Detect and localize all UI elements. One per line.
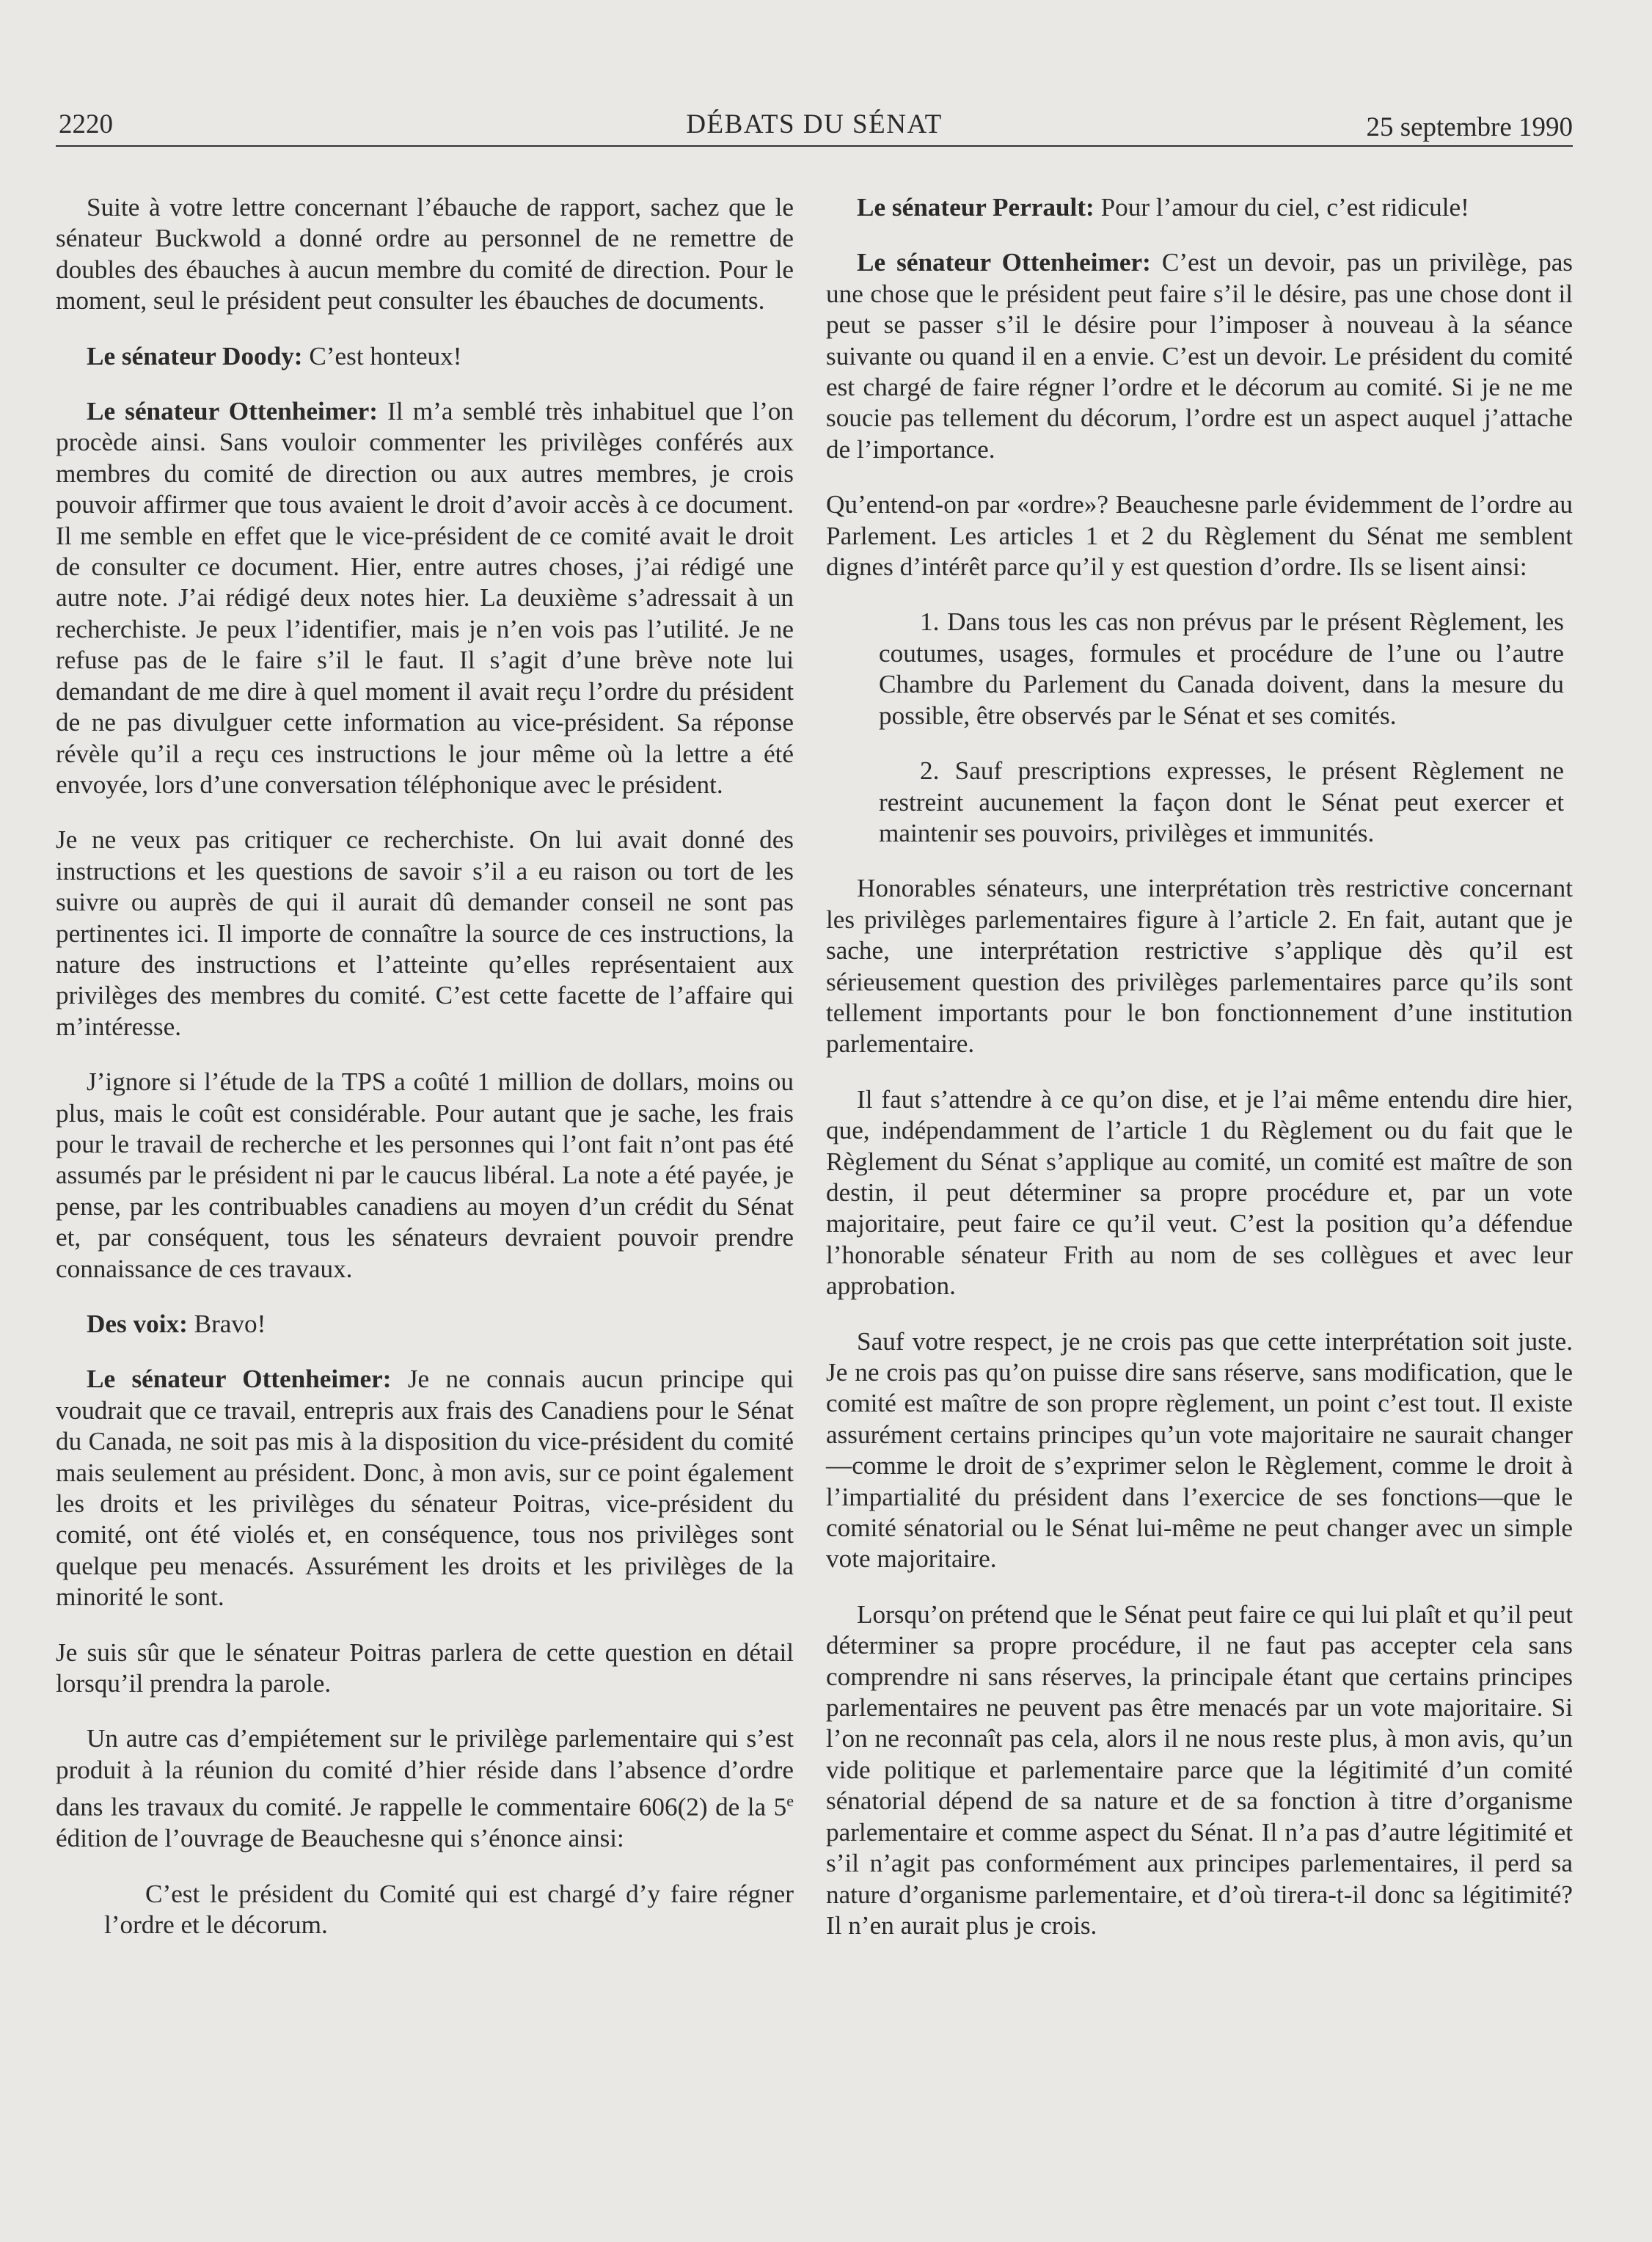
paragraph: Je suis sûr que le sénateur Poitras parlera de cette question en détail lorsqu’il prendra la parole. [56,1637,794,1698]
speech-text: Je ne connais aucun principe qui voudrait que ce travail, entrepris aux frais des Canadiens pour le Sénat du Canada, ne soit pas mis à la disposition du vice-président du comité mais seulement au président. Donc, à mon avis, sur ce point également les droits et les privilèges du sénateur Poitras, vice-président du comité, ont été violés et, en conséquence, tous nos privilèges sont quelque peu menacés. Assurément les droits et les privilèges de la minorité le sont. [56,1365,794,1612]
letter-paragraph: Suite à votre lettre concernant l’ébauche de rapport, sachez que le sénateur Buckwold a donné ordre au personnel de ne remettre de doubles des ébauches à aucun membre du comité de direction. Pour le moment, seul le président peut consulter les ébauches de documents. [56,193,794,315]
superscript: e [786,1792,794,1811]
paragraph [56,1309,794,1340]
speech-text: Bravo! [187,1310,266,1338]
page-header [56,109,1573,147]
page-number: 2220 [59,109,113,139]
left-column [56,192,794,1965]
speaker-name: Le sénateur Doody: [87,341,303,370]
speaker-name: Le sénateur Ottenheimer: [87,1365,392,1394]
paragraph [826,247,1573,465]
block-quote [56,1879,794,1941]
paragraph-text: Un autre cas d’empiétement sur le privilège parlementaire qui s’est produit à la réunion du comité d’hier réside dans l’absence d’ordre dans les travaux du comité. Je rappelle le commentaire 606(2) de la 5 [56,1724,794,1822]
paragraph: Honorables sénateurs, une interprétation très restrictive concernant les privilèges parlementaires figure à l’article 2. En fait, autant que je sache, une interprétation restrictive s’applique dès qu’il est sérieusement question des privilèges parlementaires parce qu’ils sont tellement importants pour le bon fonctionnement d’une institution parlementaire. [826,874,1573,1059]
journal-title: DÉBATS DU SÉNAT [686,109,943,139]
speech-text: C’est honteux! [302,341,462,370]
quote-text: C’est le président du Comité qui est chargé d’y faire régner l’ordre et le décorum. [104,1879,794,1940]
paragraph: Il faut s’attendre à ce qu’on dise, et je l’ai même entendu dire hier, que, indépendamment de l’article 1 du Règlement ou du fait que le Règlement du Sénat s’applique au comité, un comité est maître de son destin, il peut déterminer sa propre procédure et, par un vote majoritaire, peut faire ce qu’il veut. C’est la position qu’a défendue l’honorable sénateur Frith au nom de ses collègues et avec leur approbation. [826,1084,1573,1301]
paragraph: Qu’entend-on par «ordre»? Beauchesne parle évidemment de l’ordre au Parlement. Les articles 1 et 2 du Règlement du Sénat me semblent dignes d’intérêt parce qu’il y est question d’ordre. Ils se lisent ainsi: [826,490,1573,582]
speech-text: Pour l’amour du ciel, c’est ridicule! [1094,193,1469,222]
speaker-name: Le sénateur Ottenheimer: [857,248,1151,277]
paragraph [826,192,1573,223]
speaker-name: Des voix: [87,1310,188,1338]
right-column [826,192,1573,1965]
block-quote [826,607,1573,849]
paragraph: Lorsqu’on prétend que le Sénat peut faire ce qui lui plaît et qu’il peut déterminer sa propre procédure, il ne faut pas accepter cela sans comprendre ni sans réserves, la principale étant que certains principes parlementaires ne peuvent pas être menacés par un vote majoritaire. Si l’on ne reconnaît pas cela, alors il ne nous reste plus, à mon avis, qu’un vide politique et parlementaire parce que la légitimité d’un comité sénatorial dépend de sa nature et de sa fonction à titre d’organisme parlementaire et comme aspect du Sénat. Il n’a pas d’autre légitimité et s’il n’agit pas conformément aux principes parlementaires, il perd sa nature d’organisme parlementaire, et d’où tirera-t-il donc sa légitimité? Il n’en aurait plus je crois. [826,1599,1573,1940]
paragraph: Je ne veux pas critiquer ce recherchiste. On lui avait donné des instructions et les questions de savoir s’il a eu raison ou tort de les suivre ou auprès de qui il aurait dû demander conseil ne sont pas pertinentes ici. Il importe de connaître la source de ces instructions, la nature des instructions et l’atteinte qu’elles représentaient aux privilèges des membres du comité. C’est cette facette de l’affaire qui m’intéresse. [56,825,794,1041]
paragraph [56,1723,794,1854]
rule-article-1: 1. Dans tous les cas non prévus par le présent Règlement, les coutumes, usages, formules et procédure de l’une ou l’autre Chambre du Parlement du Canada doivent, dans la mesure du possible, être observés par le Sénat et ses comités. [879,607,1564,730]
paragraph: J’ignore si l’étude de la TPS a coûté 1 million de dollars, moins ou plus, mais le coût est considérable. Pour autant que je sache, les frais pour le travail de recherche et les personnes qui l’ont fait n’ont pas été assumés par le président ni par le caucus libéral. La note a été payée, je pense, par les contribuables canadiens au moyen d’un crédit du Sénat et, par conséquent, tous les sénateurs devraient pouvoir prendre connaissance de ces travaux. [56,1067,794,1283]
paragraph: Sauf votre respect, je ne crois pas que cette interprétation soit juste. Je ne crois pas qu’on puisse dire sans réserve, sans modification, que le comité est maître de son propre règlement, un point c’est tout. Il existe assurément certains principes qu’un vote majoritaire ne saurait changer—comme le droit de s’exprimer selon le Règlement, comme le droit à l’impartialité du président dans l’exercice de ses fonctions—que le comité sénatorial ou le Sénat lui-même ne peut changer avec un simple vote majoritaire. [826,1326,1573,1574]
speech-text: Il m’a semblé très inhabituel que l’on procède ainsi. Sans vouloir commenter les privilèges conférés aux membres du comité de direction ou aux autres membres, je crois pouvoir affirmer que tous avaient le droit d’avoir accès à ce document. Il me semble en effet que le vice-président de ce comité avait le droit de consulter ce document. Hier, entre autres choses, j’ai rédigé une autre note. J’ai rédigé deux notes hier. La deuxième s’adressait à un recherchiste. Je peux l’identifier, mais je n’en vois pas l’utilité. Je ne refuse pas de le faire s’il le faut. Il s’agit d’une brève note lui demandant de me dire à quel moment il avait reçu l’ordre du président de ne pas divulguer cette information au vice-président. Sa réponse révèle qu’il a reçu ces instructions le jour même où la lettre a été envoyée, lors d’une conversation téléphonique avec le président. [56,397,794,799]
paragraph-text: édition de l’ouvrage de Beauchesne qui s’énonce ainsi: [56,1824,624,1853]
page-date: 25 septembre 1990 [1366,112,1573,142]
speech-text: C’est un devoir, pas un privilège, pas une chose que le président peut faire s’il le désire, pas une chose dont il peut se passer s’il le désire pour l’imposer à nouveau à la séance suivante ou quand il en a envie. C’est un devoir. Le président du comité est chargé de faire régner l’ordre et le décorum au comité. Si je ne me soucie pas tellement du décorum, l’ordre est un aspect auquel j’attache de l’importance. [826,248,1574,464]
rule-article-2: 2. Sauf prescriptions expresses, le présent Règlement ne restreint aucunement la façon dont le Sénat peut exercer et maintenir ses pouvoirs, privilèges et immunités. [879,756,1564,847]
speaker-name: Le sénateur Perrault: [857,193,1094,222]
paragraph [56,396,794,800]
speaker-name: Le sénateur Ottenheimer: [87,397,378,426]
paragraph [56,1364,794,1613]
paragraph [56,341,794,372]
